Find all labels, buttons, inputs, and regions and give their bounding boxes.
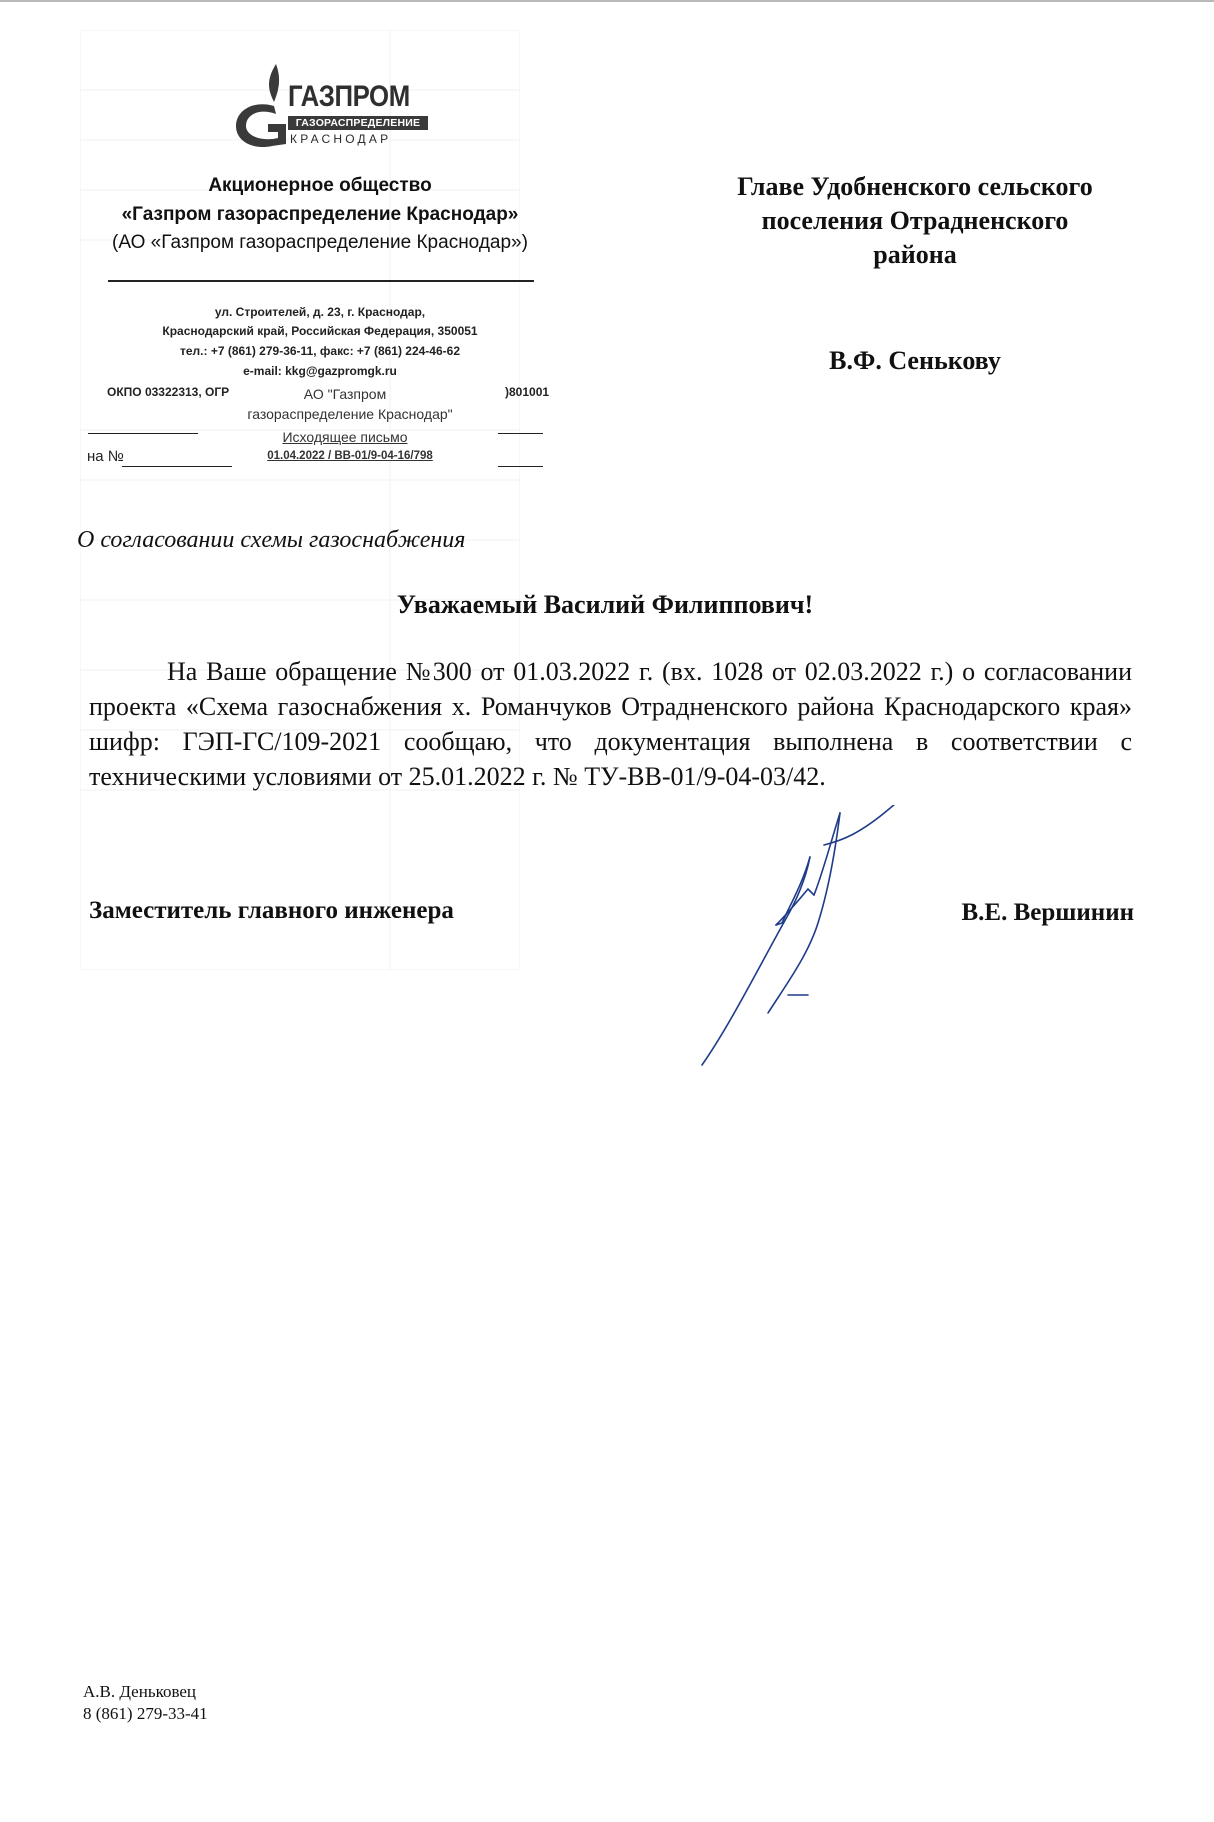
recipient-line: района	[873, 240, 957, 269]
number-blank-line	[498, 433, 543, 434]
org-phone-fax: тел.: +7 (861) 279-36-11, факс: +7 (861) 224-46-62	[179, 344, 460, 358]
logo-wordmark: ГАЗПРОМ	[288, 80, 410, 113]
executor-phone: 8 (861) 279-33-41	[83, 1704, 208, 1723]
org-okpo: ОКПО 03322313, ОГР	[107, 385, 230, 399]
org-kpp: )801001	[505, 385, 550, 399]
stamp-org-line-2: газораспределение Краснодар"	[247, 406, 453, 422]
reference-label: на №	[87, 448, 124, 465]
recipient-position	[690, 170, 1140, 272]
org-short-name: (АО «Газпром газораспределение Краснодар»)	[112, 232, 528, 253]
signatory-name: В.Е. Вершинин	[961, 899, 1134, 926]
org-email: e-mail: kkg@gazpromgk.ru	[243, 364, 397, 378]
reference-number-line	[498, 466, 543, 467]
letterhead-divider	[108, 280, 534, 282]
org-address-street: ул. Строителей, д. 23, г. Краснодар,	[214, 305, 426, 319]
gazprom-logo	[230, 60, 421, 152]
stamp-title: Исходящее письмо	[282, 429, 408, 445]
stamp-org-line: АО "Газпром	[303, 386, 387, 402]
org-type: Акционерное общество	[208, 175, 432, 196]
executor-name: А.В. Деньковец	[83, 1682, 197, 1701]
letter-body: На Ваше обращение №300 от 01.03.2022 г. (вх. 1028 от 02.03.2022 г.) о согласовании проекта «Схема газоснабжения х. Романчуков Отрадненского района Краснодарского края» шифр: ГЭП-ГС/109-2021 сообщаю, что документация выполнена в соответствии с техническими условиями от 25.01.2022 г. № ТУ-ВВ-01/9-04-03/42.	[89, 657, 1132, 791]
recipient-line: Главе Удобненского сельского	[737, 172, 1093, 201]
recipient-name: В.Ф. Сенькову	[829, 346, 1001, 375]
handwritten-signature	[690, 805, 910, 1075]
stamp-outgoing-number: 01.04.2022 / ВВ-01/9-04-16/798	[267, 450, 433, 462]
signatory-position: Заместитель главного инженера	[89, 897, 454, 924]
scan-show-through	[80, 30, 520, 970]
reference-date-line	[122, 466, 232, 467]
org-address-region: Краснодарский край, Российская Федерация, 350051	[162, 324, 478, 338]
org-name: «Газпром газораспределение Краснодар»	[121, 204, 519, 225]
scan-top-edge	[0, 0, 1214, 2]
date-blank-line	[88, 433, 198, 434]
logo-city: КРАСНОДАР	[290, 132, 392, 146]
recipient-line: поселения Отрадненского	[761, 206, 1069, 235]
salutation: Уважаемый Василий Филиппович!	[396, 590, 814, 619]
letter-subject: О согласовании схемы газоснабжения	[77, 527, 466, 553]
logo-subtitle-band: ГАЗОРАСПРЕДЕЛЕНИЕ	[288, 116, 428, 130]
